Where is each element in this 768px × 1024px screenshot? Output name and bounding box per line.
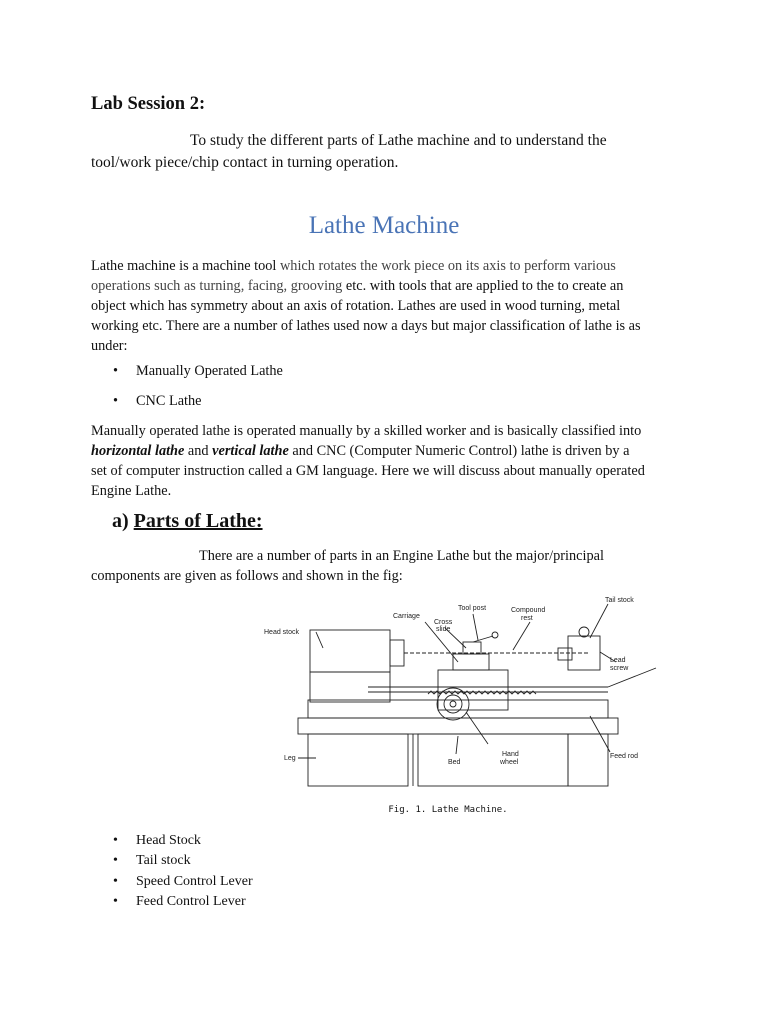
parts-intro-text: There are a number of parts in an Engine Lathe but the major/principal — [199, 548, 604, 564]
label-tool-post: Tool post — [458, 605, 487, 612]
label-wheel: wheel — [500, 759, 519, 766]
label-lead: Lead — [610, 657, 626, 664]
parts-heading — [112, 510, 263, 533]
classify-text: and — [184, 443, 213, 459]
list-item-text: Feed Control Lever — [136, 894, 246, 909]
session-title: Lab Session 2: — [91, 94, 206, 114]
bullet: • — [113, 363, 119, 379]
intro-text: operations such as turning, facing, grooving — [91, 278, 346, 294]
list-item — [113, 363, 283, 380]
aim-line-2: tool/work piece/chip contact in turning operation. — [91, 154, 399, 171]
label-feed-rod: Feed rod — [610, 753, 639, 760]
intro-text: under: — [91, 338, 128, 354]
figure-caption: Fig. 1. Lathe Machine. — [388, 805, 508, 815]
label-leg: Leg — [284, 755, 296, 762]
section-heading: Lathe Machine — [308, 212, 460, 239]
aim-line-1: To study the different parts of Lathe machine and to understand the — [190, 132, 607, 149]
lathe-drawing — [264, 592, 639, 802]
list-item — [113, 874, 253, 890]
bullet: • — [113, 874, 118, 889]
label-slide: slide — [436, 626, 451, 633]
classify-text: set of computer instruction called a GM language. Here we will discuss about manually operated — [91, 463, 645, 479]
label-bed: Bed — [448, 759, 461, 766]
intro-text: which rotates the work piece on its axis to perform various — [279, 258, 616, 274]
list-item-text: CNC Lathe — [136, 393, 202, 409]
list-item — [113, 833, 201, 849]
bullet: • — [113, 833, 118, 848]
bullet: • — [113, 853, 118, 868]
label-screw: screw — [610, 665, 629, 672]
list-item-text: Head Stock — [136, 833, 201, 848]
intro-text: working etc. There are a number of lathes used now a days but major classification of lathe is as — [91, 318, 641, 334]
intro-text: object which has symmetry about an axis of rotation. Lathes are used in wood turning, metal — [91, 298, 621, 314]
classify-text: Manually operated lathe is operated manually by a skilled worker and is basically classified into — [91, 423, 642, 439]
aim-paragraph — [91, 130, 691, 174]
label-carriage: Carriage — [393, 613, 420, 620]
list-item-text: Tail stock — [136, 853, 191, 868]
list-item-text: Speed Control Lever — [136, 874, 253, 889]
label-hand: Hand — [502, 751, 519, 758]
classify-text: and CNC (Computer Numeric Control) lathe is driven by a — [288, 443, 630, 459]
label-tail-stock: Tail stock — [605, 597, 634, 604]
label-rest: rest — [521, 615, 533, 622]
parts-intro-text: components are given as follows and shown in the fig: — [91, 568, 403, 584]
bullet: • — [113, 393, 119, 409]
classification-paragraph — [91, 421, 681, 501]
horizontal-lathe-term: horizontal lathe — [91, 443, 185, 459]
parts-intro-paragraph — [91, 546, 681, 586]
intro-paragraph — [91, 256, 681, 356]
parts-heading-prefix: a) — [112, 510, 134, 532]
bullet: • — [113, 894, 118, 909]
vertical-lathe-term: vertical lathe — [212, 443, 289, 459]
label-cross: Cross — [434, 619, 453, 626]
intro-text: Lathe machine is a machine tool — [91, 258, 280, 274]
label-head-stock: Head stock — [264, 629, 300, 636]
intro-text: etc. with tools that are applied to the to create an — [345, 278, 624, 294]
list-item-text: Manually Operated Lathe — [136, 363, 283, 379]
label-compound: Compound — [511, 607, 546, 614]
list-item — [113, 853, 191, 869]
parts-heading-title: Parts of Lathe: — [133, 510, 263, 532]
list-item — [113, 393, 202, 410]
lathe-figure — [264, 592, 639, 822]
classify-text: Engine Lathe. — [91, 483, 172, 499]
list-item — [113, 894, 246, 910]
